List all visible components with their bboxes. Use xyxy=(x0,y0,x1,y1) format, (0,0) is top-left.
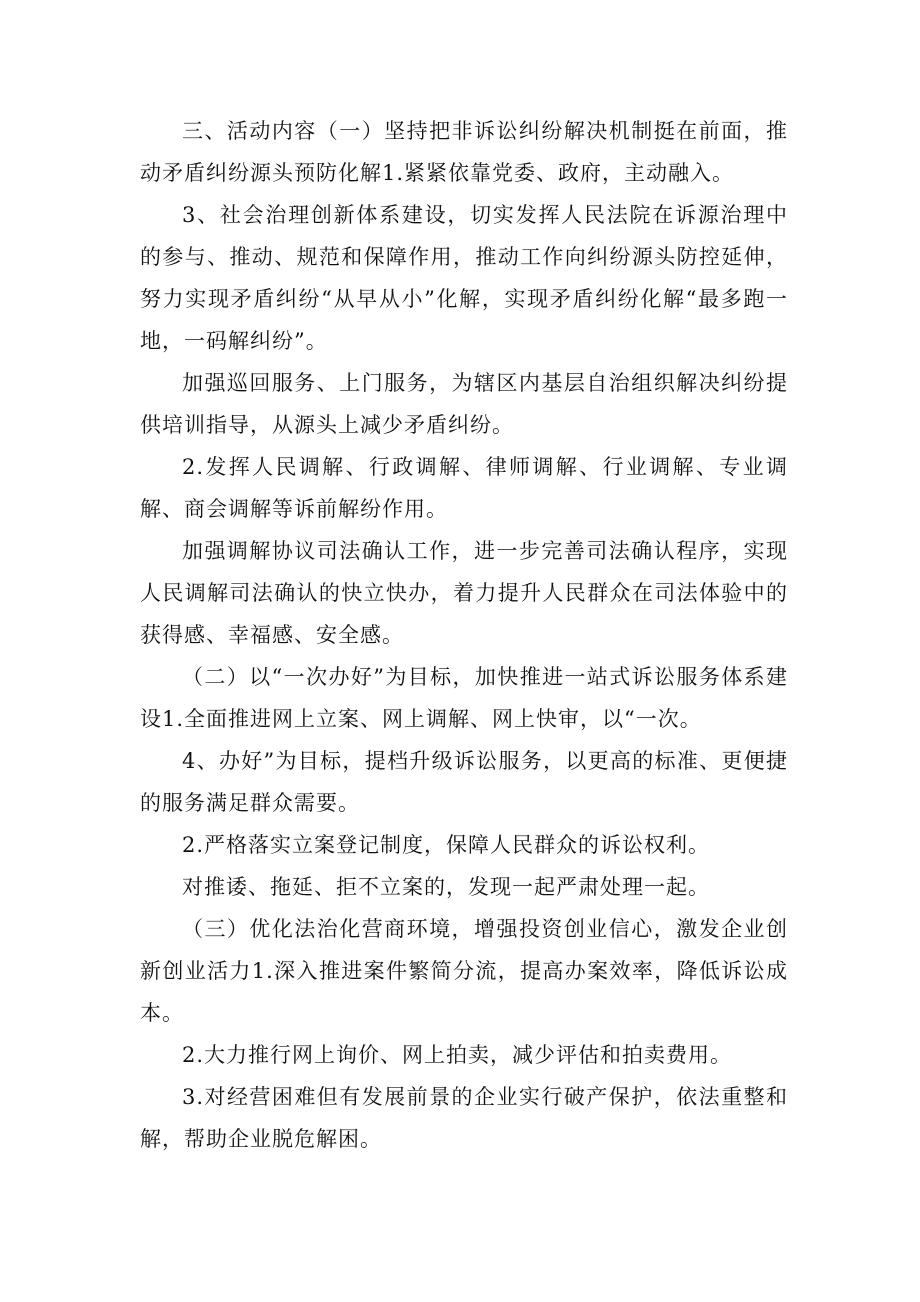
paragraph-4: 2.发挥人民调解、行政调解、律师调解、行业调解、专业调解、商会调解等诉前解纷作用。 xyxy=(140,455,788,521)
paragraph-3: 加强巡回服务、上门服务，为辖区内基层自治组织解决纠纷提供培训指导，从源头上减少矛盾纠纷。 xyxy=(140,371,788,437)
paragraph-9: 对推诿、拖延、拒不立案的，发现一起严肃处理一起。 xyxy=(182,875,710,899)
paragraph-12: 3.对经营困难但有发展前景的企业实行破产保护，依法重整和解，帮助企业脱危解困。 xyxy=(140,1085,788,1151)
paragraph-7: 4、办好”为目标，提档升级诉讼服务，以更高的标准、更便捷的服务满足群众需要。 xyxy=(140,749,788,815)
paragraph-5: 加强调解协议司法确认工作，进一步完善司法确认程序，实现人民调解司法确认的快立快办，着力提升人民群众在司法体验中的获得感、幸福感、安全感。 xyxy=(140,539,788,647)
paragraph-10: （三）优化法治化营商环境，增强投资创业信心，激发企业创新创业活力1.深入推进案件繁简分流，提高办案效率，降低诉讼成本。 xyxy=(140,917,788,1025)
document-body xyxy=(140,110,788,1160)
paragraph-8: 2.严格落实立案登记制度，保障人民群众的诉讼权利。 xyxy=(182,833,711,857)
paragraph-6: （二）以“一次办好”为目标，加快推进一站式诉讼服务体系建设1.全面推进网上立案、网上调解、网上快审，以“一次。 xyxy=(140,665,788,731)
paragraph-11: 2.大力推行网上询价、网上拍卖，减少评估和拍卖费用。 xyxy=(182,1043,733,1067)
paragraph-1: 三、活动内容（一）坚持把非诉讼纠纷解决机制挺在前面，推动矛盾纠纷源头预防化解1.紧紧依靠党委、政府，主动融入。 xyxy=(140,119,788,185)
paragraph-2: 3、社会治理创新体系建设，切实发挥人民法院在诉源治理中的参与、推动、规范和保障作用，推动工作向纠纷源头防控延伸，努力实现矛盾纠纷“从早从小”化解，实现矛盾纠纷化解“最多跑一地，一码解纠纷”。 xyxy=(140,203,788,353)
